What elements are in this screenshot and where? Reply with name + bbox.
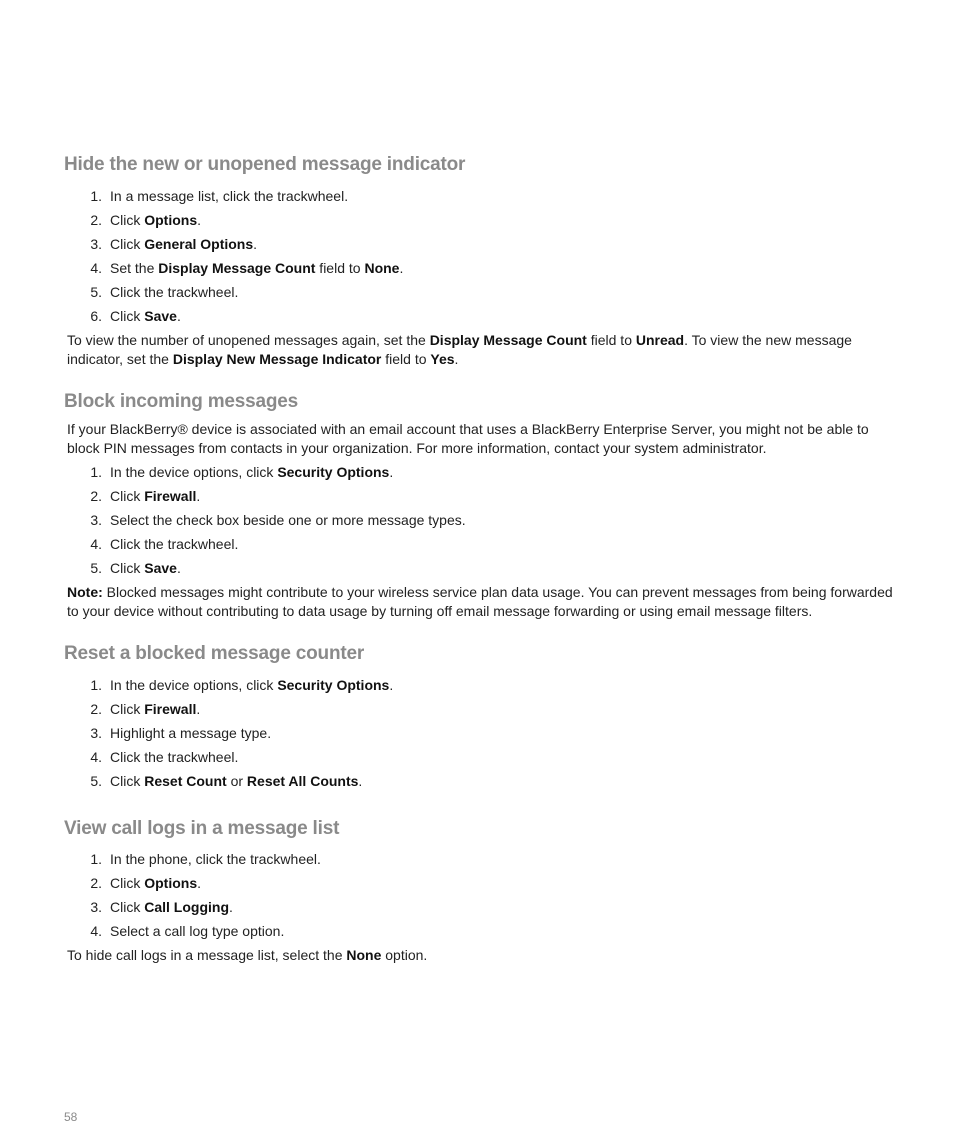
text-run: To hide call logs in a message list, select the: [67, 947, 347, 963]
step-text: [110, 919, 284, 943]
step-number: 1.: [90, 188, 102, 204]
text-run: .: [454, 351, 459, 367]
step-number: 5.: [90, 284, 102, 300]
text-run: To view the number of unopened messages again, set the: [67, 332, 430, 348]
text-run: field to: [586, 332, 636, 348]
text-run: Click: [110, 773, 145, 789]
text-run: .: [358, 773, 363, 789]
text-run: Set the: [110, 260, 159, 276]
text-run: Select a call log type option.: [110, 923, 285, 939]
bold-term: Display Message Count: [158, 260, 316, 276]
step-text: [110, 847, 321, 871]
step-text: [110, 895, 233, 919]
section-title-call-logs: View call logs in a message list: [64, 818, 340, 839]
step-text: [110, 508, 466, 532]
bold-term: None: [346, 947, 382, 963]
step-number: 6.: [90, 308, 102, 324]
step-text: [110, 673, 393, 697]
text-run: Highlight a message type.: [110, 725, 272, 741]
text-run: .: [389, 677, 394, 693]
bold-term: Options: [144, 212, 198, 228]
text-run: .: [197, 875, 202, 891]
text-run: .: [197, 212, 202, 228]
text-run: .: [176, 560, 181, 576]
step-number: 3.: [90, 899, 102, 915]
step-number: 4.: [90, 536, 102, 552]
intro-block-messages: [67, 420, 897, 458]
step-number: 2.: [90, 212, 102, 228]
bold-term: Unread: [635, 332, 685, 348]
text-run: .: [389, 464, 394, 480]
step-number: 2.: [90, 488, 102, 504]
bold-term: Save: [144, 308, 177, 324]
step-text: [110, 721, 271, 745]
step-number: 3.: [90, 725, 102, 741]
text-run: Click: [110, 308, 145, 324]
step-text: [110, 460, 393, 484]
bold-term: Yes: [430, 351, 455, 367]
text-run: or: [226, 773, 247, 789]
page-number: 58: [64, 1110, 78, 1124]
text-run: In the phone, click the trackwheel.: [110, 851, 321, 867]
text-run: Click the trackwheel.: [110, 284, 239, 300]
step-number: 3.: [90, 236, 102, 252]
text-run: If your BlackBerry® device is associated with an email account that uses a BlackBerry Enterprise Server, you might not be able to block PIN messages from contacts in your organization. For more information, contact your system administrator.: [67, 421, 869, 456]
step-number: 1.: [90, 851, 102, 867]
text-run: option.: [381, 947, 428, 963]
step-text: [110, 556, 181, 580]
text-run: In the device options, click: [110, 677, 278, 693]
step-text: [110, 697, 200, 721]
bold-term: Display New Message Indicator: [172, 351, 382, 367]
bold-term: General Options: [144, 236, 254, 252]
section-title-hide-indicator: Hide the new or unopened message indicator: [64, 154, 466, 175]
step-number: 2.: [90, 875, 102, 891]
section-title-reset-counter: Reset a blocked message counter: [64, 643, 365, 664]
text-run: Select the check box beside one or more message types.: [110, 512, 466, 528]
step-number: 2.: [90, 701, 102, 717]
step-number: 4.: [90, 749, 102, 765]
text-run: Click the trackwheel.: [110, 749, 239, 765]
text-run: .: [196, 488, 201, 504]
note-call-logs: [67, 946, 897, 965]
step-text: [110, 871, 201, 895]
text-run: In a message list, click the trackwheel.: [110, 188, 349, 204]
text-run: .: [196, 701, 201, 717]
text-run: Click: [110, 899, 145, 915]
text-run: .: [253, 236, 258, 252]
bold-term: Security Options: [277, 677, 390, 693]
bold-term: Reset Count: [144, 773, 227, 789]
step-text: [110, 745, 238, 769]
text-run: Click: [110, 560, 145, 576]
bold-term: Firewall: [144, 701, 197, 717]
text-run: field to: [315, 260, 365, 276]
text-run: Click: [110, 212, 145, 228]
note-block-messages: [67, 583, 897, 621]
step-text: [110, 184, 348, 208]
bold-term: Note:: [67, 584, 103, 600]
step-number: 5.: [90, 773, 102, 789]
step-text: [110, 280, 238, 304]
note-hide-indicator: [67, 331, 897, 369]
text-run: .: [399, 260, 404, 276]
text-run: Click the trackwheel.: [110, 536, 239, 552]
step-number: 4.: [90, 260, 102, 276]
bold-term: None: [364, 260, 400, 276]
text-run: Click: [110, 488, 145, 504]
bold-term: Options: [144, 875, 198, 891]
bold-term: Reset All Counts: [246, 773, 359, 789]
step-text: [110, 532, 238, 556]
step-number: 5.: [90, 560, 102, 576]
section-title-block-messages: Block incoming messages: [64, 391, 299, 412]
step-text: [110, 208, 201, 232]
text-run: Click: [110, 701, 145, 717]
text-run: .: [176, 308, 181, 324]
step-number: 1.: [90, 677, 102, 693]
text-run: Click: [110, 236, 145, 252]
bold-term: Firewall: [144, 488, 197, 504]
step-text: [110, 304, 181, 328]
step-text: [110, 484, 200, 508]
text-run: Click: [110, 875, 145, 891]
text-run: field to: [381, 351, 431, 367]
step-text: [110, 769, 362, 793]
text-run: Blocked messages might contribute to your wireless service plan data usage. You can prevent messages from being forwarded to your device without contributing to data usage by turning off email message forwarding or using email message filters.: [67, 584, 893, 619]
step-text: [110, 232, 257, 256]
text-run: In the device options, click: [110, 464, 278, 480]
step-number: 3.: [90, 512, 102, 528]
bold-term: Display Message Count: [429, 332, 587, 348]
step-text: [110, 256, 403, 280]
step-number: 1.: [90, 464, 102, 480]
bold-term: Call Logging: [144, 899, 229, 915]
bold-term: Save: [144, 560, 177, 576]
bold-term: Security Options: [277, 464, 390, 480]
text-run: . To view the new message indicator, set the: [67, 332, 852, 367]
text-run: .: [229, 899, 233, 915]
step-number: 4.: [90, 923, 102, 939]
